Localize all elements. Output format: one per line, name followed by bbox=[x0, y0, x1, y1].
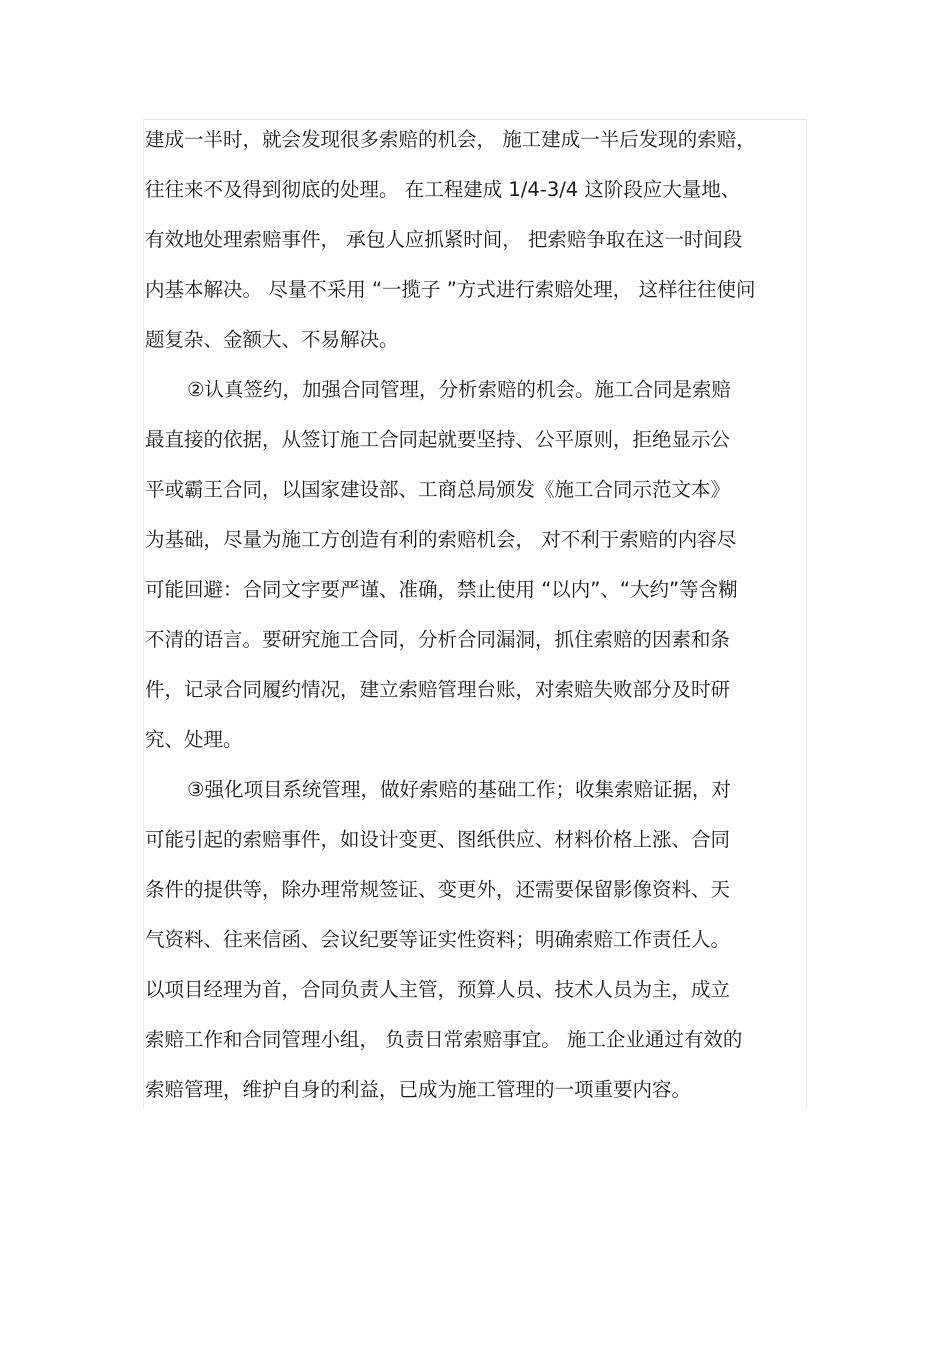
text-line: 索赔工作和合同管理小组， 负责日常索赔事宜。 施工企业通过有效的 bbox=[145, 1028, 743, 1051]
text-line: 究、处理。 bbox=[145, 728, 243, 751]
text-line: 为基础，尽量为施工方创造有利的索赔机会， 对不利于索赔的内容尽 bbox=[145, 528, 737, 551]
text-line: 往往来不及得到彻底的处理。 在工程建成 1/4-3/4 这阶段应大量地、 bbox=[145, 178, 741, 201]
document-body bbox=[145, 120, 810, 1120]
text-line: 内基本解决。 尽量不采用 “一揽子 ”方式进行索赔处理， 这样往往使问 bbox=[145, 278, 756, 301]
text-line: 建成一半时，就会发现很多索赔的机会， 施工建成一半后发现的索赔， bbox=[145, 128, 756, 151]
text-line: 不清的语言。要研究施工合同，分析合同漏洞，抓住索赔的因素和条 bbox=[145, 628, 731, 651]
text-line: 最直接的依据，从签订施工合同起就要坚持、公平原则，拒绝显示公 bbox=[145, 428, 731, 451]
text-line: 可能回避：合同文字要严谨、准确，禁止使用 “以内”、“大约”等含糊 bbox=[145, 578, 738, 601]
text-line: 可能引起的索赔事件，如设计变更、图纸供应、材料价格上涨、合同 bbox=[145, 828, 731, 851]
text-line: 索赔管理，维护自身的利益，已成为施工管理的一项重要内容。 bbox=[145, 1078, 692, 1101]
text-line: 气资料、往来信函、会议纪要等证实性资料；明确索赔工作责任人。 bbox=[145, 928, 731, 951]
text-line: 条件的提供等，除办理常规签证、变更外，还需要保留影像资料、天 bbox=[145, 878, 731, 901]
text-line: 件，记录合同履约情况，建立索赔管理台账，对索赔失败部分及时研 bbox=[145, 678, 731, 701]
paragraph-start-line: ②认真签约，加强合同管理，分析索赔的机会。施工合同是索赔 bbox=[187, 378, 731, 401]
text-line: 平或霸王合同，以国家建设部、工商总局颁发《施工合同示范文本》 bbox=[145, 478, 731, 501]
text-line: 题复杂、金额大、不易解决。 bbox=[145, 328, 399, 351]
paragraph-start-line: ③强化项目系统管理，做好索赔的基础工作；收集索赔证据，对 bbox=[187, 778, 731, 801]
text-line: 有效地处理索赔事件， 承包人应抓紧时间， 把索赔争取在这一时间段 bbox=[145, 228, 743, 251]
text-line: 以项目经理为首，合同负责人主管，预算人员、技术人员为主，成立 bbox=[145, 978, 731, 1001]
